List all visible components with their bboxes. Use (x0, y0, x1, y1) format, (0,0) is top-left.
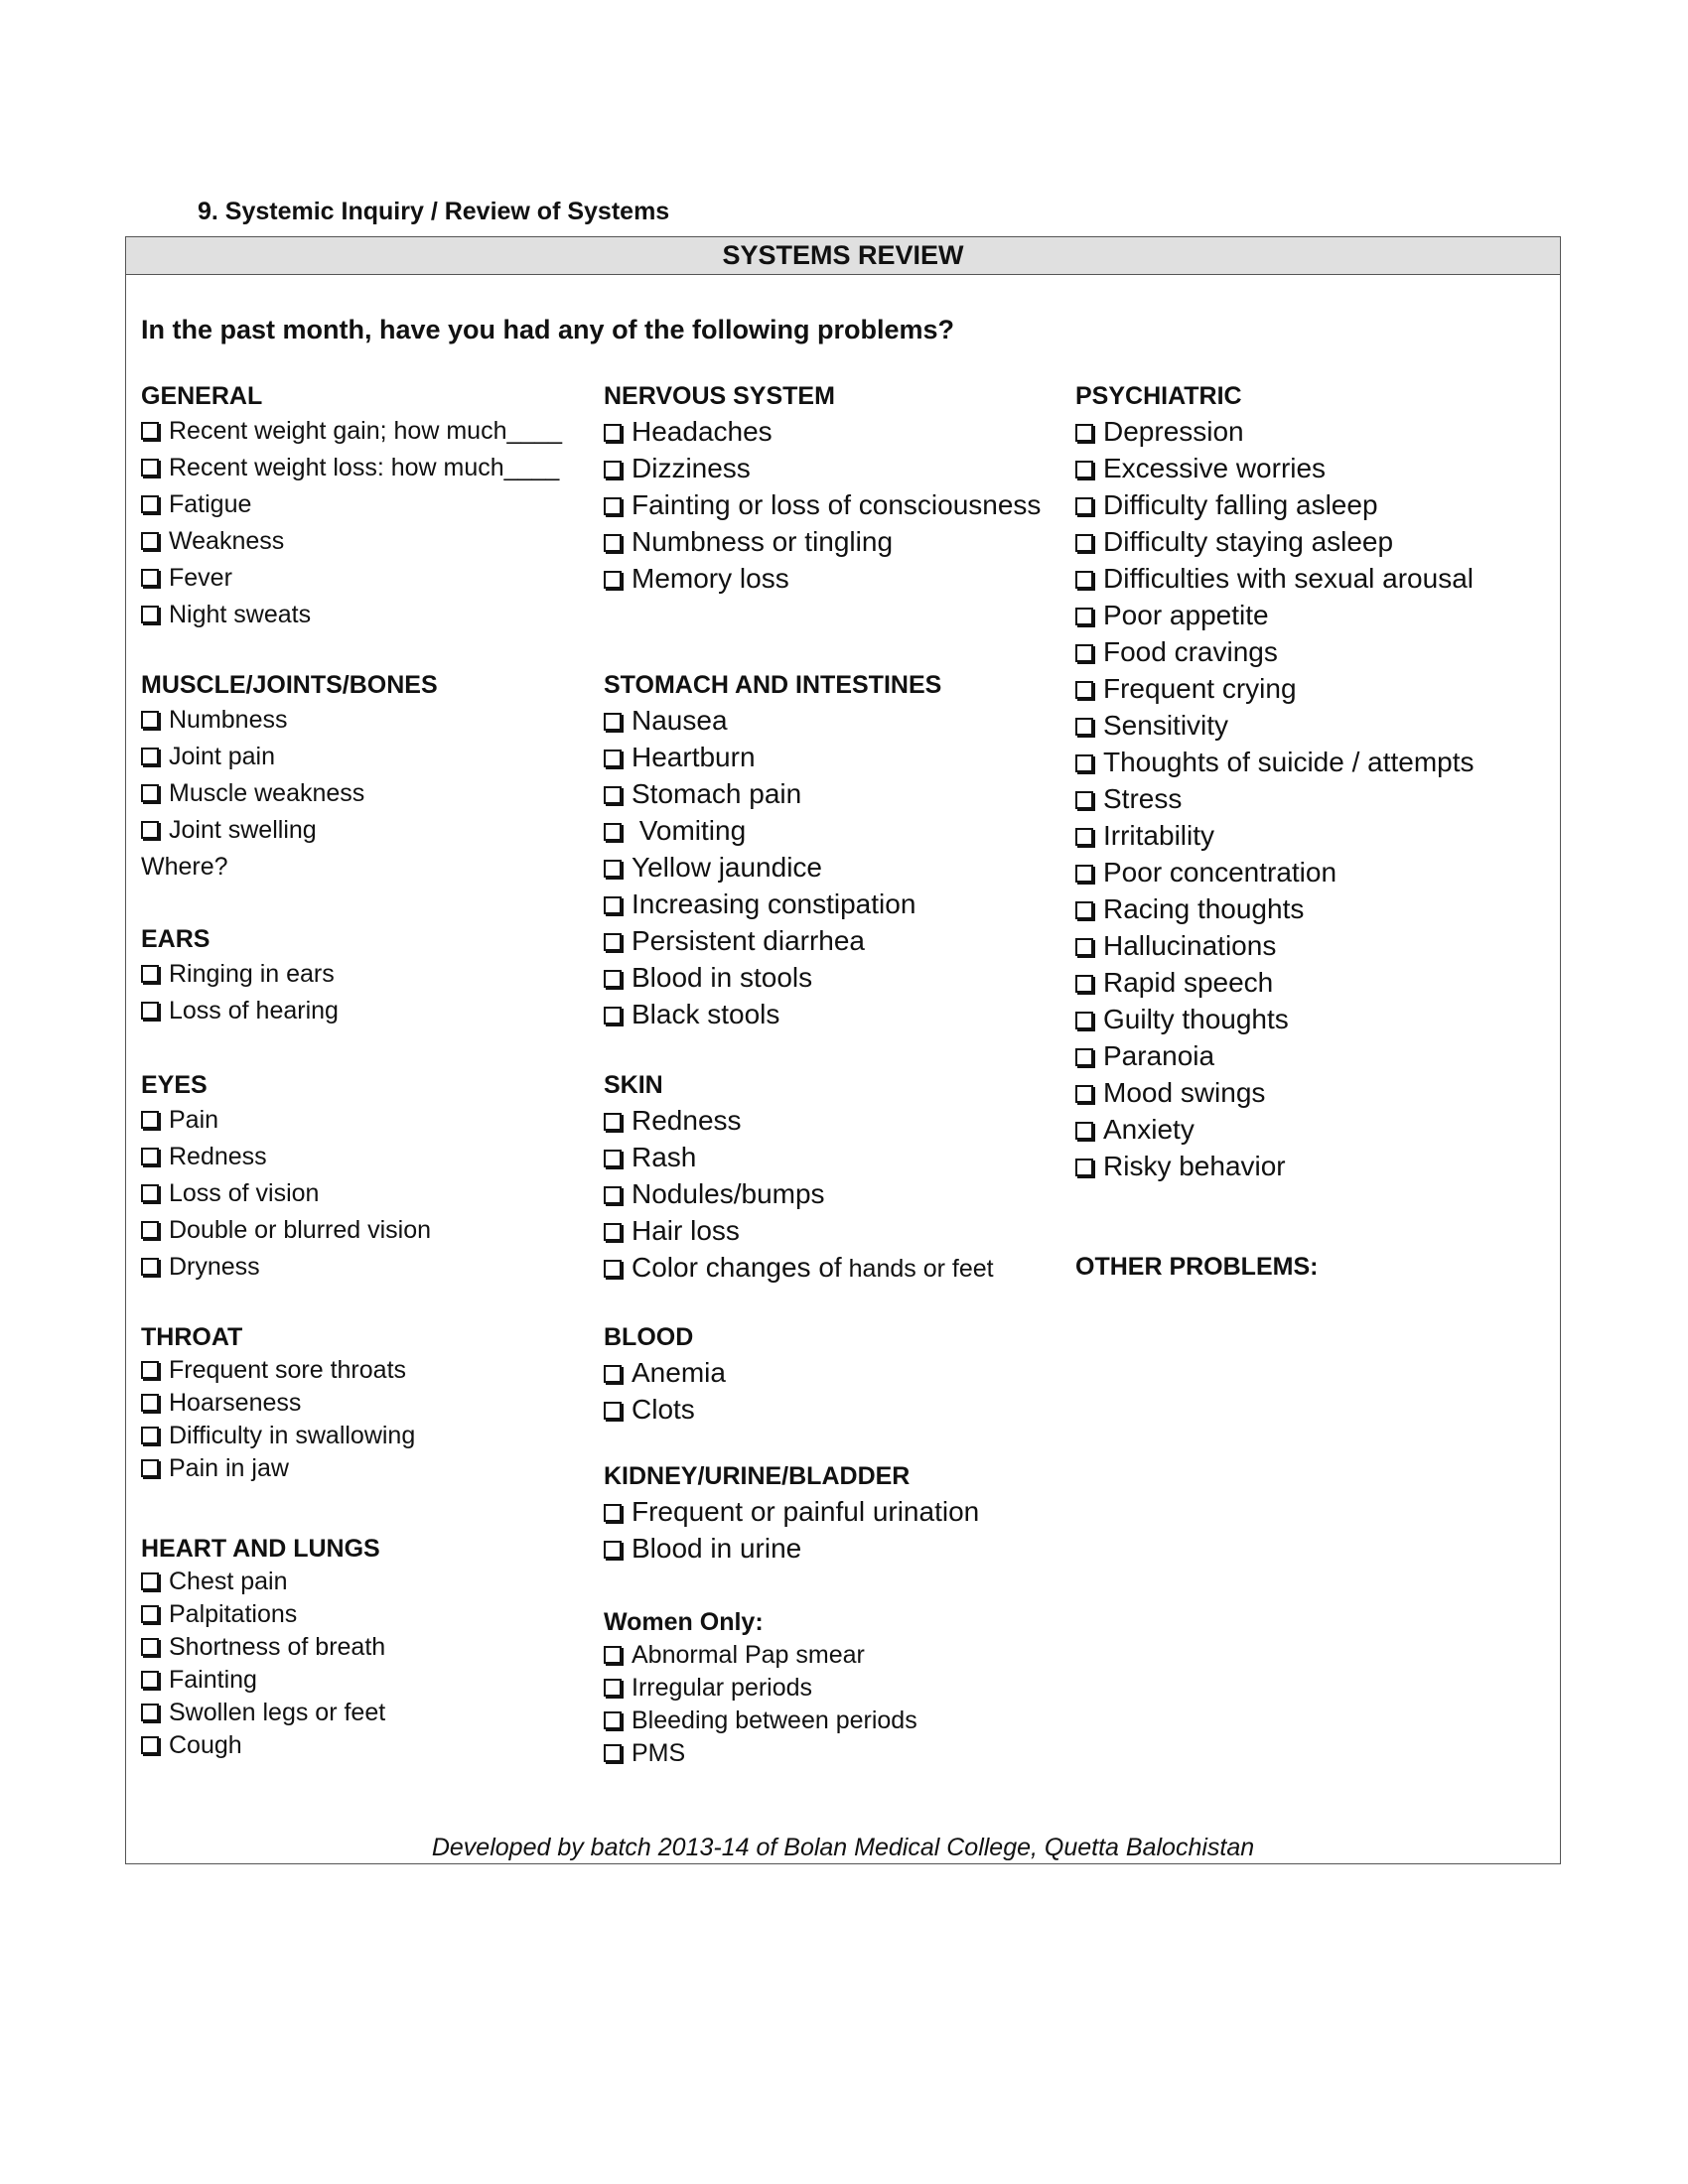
section-stomach-intestines (604, 668, 941, 1032)
checklist-item[interactable] (141, 702, 438, 739)
checklist-item[interactable] (604, 739, 941, 775)
item-label: Racing thoughts (1103, 893, 1305, 924)
checklist-item[interactable] (141, 1664, 385, 1697)
checkbox-icon[interactable] (141, 1394, 159, 1412)
checklist-item[interactable] (604, 996, 941, 1032)
checkbox-icon[interactable] (604, 1646, 622, 1664)
checklist-item[interactable] (604, 1672, 917, 1705)
item-label: Irritability (1103, 820, 1215, 851)
checkbox-icon[interactable] (604, 534, 622, 552)
checklist-item[interactable] (141, 812, 438, 849)
item-label: Food cravings (1103, 636, 1278, 667)
checklist-item[interactable] (604, 1705, 917, 1737)
section-blood (604, 1320, 726, 1428)
section-heart-lungs (141, 1532, 385, 1762)
checklist-item[interactable] (141, 1212, 431, 1249)
item-label: Chest pain (169, 1568, 288, 1595)
checklist-item[interactable] (141, 1697, 385, 1729)
item-label: Frequent crying (1103, 673, 1297, 704)
checkbox-icon[interactable] (1075, 754, 1093, 772)
footer-credit: Developed by batch 2013-14 of Bolan Medical College, Quetta Balochistan (431, 1834, 1255, 1861)
item-label: Numbness or tingling (632, 526, 894, 557)
item-label: Excessive worries (1103, 453, 1327, 483)
checkbox-icon[interactable] (141, 459, 159, 477)
item-label: Color changes of (632, 1252, 842, 1283)
checkbox-icon[interactable] (1075, 1159, 1093, 1176)
item-label: Sensitivity (1103, 710, 1229, 741)
checkbox-icon[interactable] (141, 495, 159, 513)
section-title: STOMACH AND INTESTINES (604, 671, 942, 699)
checkbox-icon[interactable] (604, 1402, 622, 1420)
item-label: Poor appetite (1103, 600, 1269, 630)
checkbox-icon[interactable] (604, 1365, 622, 1383)
item-label: Dizziness (632, 453, 751, 483)
item-label: Black stools (632, 999, 780, 1029)
item-label: Rash (632, 1142, 697, 1172)
checkbox-icon[interactable] (604, 860, 622, 878)
checklist-item[interactable] (1075, 890, 1475, 927)
checkbox-icon[interactable] (1075, 1122, 1093, 1140)
checkbox-icon[interactable] (141, 422, 159, 440)
checklist-item[interactable] (141, 993, 339, 1029)
section-title: NERVOUS SYSTEM (604, 382, 835, 410)
checklist-item[interactable] (604, 1737, 917, 1770)
checklist-item[interactable] (604, 702, 941, 739)
checklist-item[interactable] (141, 1598, 385, 1631)
checklist-item[interactable] (141, 1420, 415, 1452)
checkbox-icon[interactable] (1075, 461, 1093, 478)
checkbox-icon[interactable] (604, 1150, 622, 1167)
checkbox-icon[interactable] (604, 933, 622, 951)
section-ears (141, 922, 339, 1029)
item-label: Increasing constipation (632, 888, 916, 919)
checkbox-icon[interactable] (604, 823, 622, 841)
checklist-item[interactable] (141, 486, 562, 523)
checklist-item[interactable] (604, 922, 941, 959)
checkbox-icon[interactable] (141, 606, 159, 623)
checklist-item[interactable] (1075, 854, 1475, 890)
item-label: Fatigue (169, 490, 252, 518)
checkbox-icon[interactable] (604, 1711, 622, 1729)
checkbox-icon[interactable] (1075, 1085, 1093, 1103)
item-label: Anxiety (1103, 1114, 1195, 1145)
item-label: Stress (1103, 783, 1183, 814)
item-label: Heartburn (632, 742, 756, 772)
checkbox-icon[interactable] (141, 1704, 159, 1721)
checkbox-icon[interactable] (604, 750, 622, 767)
section-title: Women Only: (604, 1608, 764, 1636)
checkbox-icon[interactable] (141, 1221, 159, 1239)
checklist-item[interactable] (604, 1139, 994, 1175)
checkbox-icon[interactable] (1075, 534, 1093, 552)
item-label: Depression (1103, 416, 1244, 447)
section-other-problems (1075, 1250, 1318, 1284)
section-title: EYES (141, 1071, 208, 1099)
item-label: Mood swings (1103, 1077, 1266, 1108)
checklist-item[interactable] (141, 560, 562, 597)
item-label: Rapid speech (1103, 967, 1274, 998)
checkbox-icon[interactable] (1075, 571, 1093, 589)
item-label: Difficulty staying asleep (1103, 526, 1394, 557)
checkbox-icon[interactable] (141, 784, 159, 802)
section-title: EARS (141, 925, 211, 953)
checklist-item[interactable] (141, 1729, 385, 1762)
item-label: Difficulty in swallowing (169, 1422, 416, 1449)
checkbox-icon[interactable] (604, 1223, 622, 1241)
checklist-item[interactable] (1075, 560, 1475, 597)
section-title: MUSCLE/JOINTS/BONES (141, 671, 438, 699)
checklist-item[interactable] (604, 486, 1041, 523)
checkbox-icon[interactable] (141, 1258, 159, 1276)
item-label: Recent weight gain; how much____ (169, 417, 563, 445)
checkbox-icon[interactable] (604, 896, 622, 914)
checkbox-icon[interactable] (604, 1679, 622, 1697)
checkbox-icon[interactable] (141, 1605, 159, 1623)
checkbox-icon[interactable] (604, 713, 622, 731)
item-label: Fever (169, 564, 232, 592)
checklist-item[interactable] (604, 812, 941, 849)
item-label-tail: hands or feet (841, 1255, 994, 1283)
item-label: Persistent diarrhea (632, 925, 866, 956)
checklist-item[interactable] (1075, 523, 1475, 560)
section-muscle-joints-bones (141, 668, 438, 886)
item-label: Headaches (632, 416, 773, 447)
item-label: Pain in jaw (169, 1454, 289, 1482)
item-label: Bleeding between periods (632, 1706, 917, 1734)
item-label: Guilty thoughts (1103, 1004, 1289, 1034)
checklist-item[interactable] (141, 739, 438, 775)
section-psychiatric (1075, 379, 1475, 1184)
item-label: Redness (632, 1105, 742, 1136)
item-label: Redness (169, 1143, 267, 1170)
checklist-item[interactable] (1075, 1148, 1475, 1184)
checklist-item[interactable] (1075, 633, 1475, 670)
checkbox-icon[interactable] (141, 748, 159, 765)
checkbox-icon[interactable] (141, 532, 159, 550)
item-label: Recent weight loss: how much____ (169, 454, 560, 481)
checkbox-icon[interactable] (604, 1541, 622, 1559)
checkbox-icon[interactable] (1075, 424, 1093, 442)
checklist-item[interactable] (141, 1631, 385, 1664)
checkbox-icon[interactable] (141, 1148, 159, 1165)
item-label: Difficulty falling asleep (1103, 489, 1378, 520)
checklist-item[interactable] (604, 1391, 726, 1428)
section-title: OTHER PROBLEMS: (1075, 1253, 1319, 1281)
item-label: Fainting (169, 1666, 257, 1694)
item-label: Memory loss (632, 563, 789, 594)
checklist-item[interactable] (141, 775, 438, 812)
checkbox-icon[interactable] (604, 1744, 622, 1762)
item-label: Joint pain (169, 743, 276, 770)
item-label: Frequent sore throats (169, 1356, 407, 1384)
checklist-item[interactable] (1075, 780, 1475, 817)
checkbox-icon[interactable] (141, 1111, 159, 1129)
checklist-item[interactable] (604, 1354, 726, 1391)
checkbox-icon[interactable] (1075, 681, 1093, 699)
checklist-item[interactable] (1075, 597, 1475, 633)
item-label: Abnormal Pap smear (632, 1641, 865, 1669)
item-label: Risky behavior (1103, 1151, 1286, 1181)
checklist-item[interactable] (604, 450, 1041, 486)
checkbox-icon[interactable] (604, 1504, 622, 1522)
item-label: Fainting or loss of consciousness (632, 489, 1042, 520)
section-title: SKIN (604, 1071, 663, 1099)
page-heading: 9. Systemic Inquiry / Review of Systems (198, 198, 670, 225)
checkbox-icon[interactable] (604, 424, 622, 442)
checkbox-icon[interactable] (141, 1427, 159, 1444)
checkbox-icon[interactable] (141, 1459, 159, 1477)
checklist-item[interactable] (141, 413, 562, 450)
checkbox-icon[interactable] (1075, 865, 1093, 883)
systems-review-banner: SYSTEMS REVIEW (126, 237, 1560, 275)
item-label: Ringing in ears (169, 960, 335, 988)
checklist-item[interactable] (1075, 486, 1475, 523)
item-label: Hallucinations (1103, 930, 1277, 961)
checklist-item[interactable] (1075, 1001, 1475, 1037)
section-title: THROAT (141, 1323, 243, 1351)
section-title: HEART AND LUNGS (141, 1535, 380, 1563)
checkbox-icon[interactable] (604, 497, 622, 515)
checkbox-icon[interactable] (1075, 718, 1093, 736)
checklist-item[interactable] (1075, 450, 1475, 486)
checkbox-icon[interactable] (141, 1361, 159, 1379)
item-label: Numbness (169, 706, 288, 734)
section-title: PSYCHIATRIC (1075, 382, 1242, 410)
checklist-item[interactable] (604, 849, 941, 886)
item-label: Double or blurred vision (169, 1216, 432, 1244)
section-nervous-system (604, 379, 1041, 597)
checkbox-icon[interactable] (604, 1260, 622, 1278)
item-label: Muscle weakness (169, 779, 365, 807)
item-label: Loss of vision (169, 1179, 320, 1207)
section-general (141, 379, 562, 633)
checklist-item[interactable] (604, 1212, 994, 1249)
item-label: Blood in urine (632, 1533, 802, 1564)
checklist-item[interactable] (1075, 1037, 1475, 1074)
checkbox-icon[interactable] (141, 569, 159, 587)
item-label: Blood in stools (632, 962, 813, 993)
section-kidney-urine-bladder (604, 1459, 979, 1567)
checkbox-icon[interactable] (1075, 1012, 1093, 1029)
checkbox-icon[interactable] (141, 1184, 159, 1202)
item-label: Hoarseness (169, 1389, 302, 1417)
checkbox-icon[interactable] (1075, 791, 1093, 809)
question-text: In the past month, have you had any of the following problems? (141, 315, 955, 344)
item-label: Paranoia (1103, 1040, 1215, 1071)
checkbox-icon[interactable] (1075, 608, 1093, 625)
systems-review-form (125, 236, 1561, 1864)
checklist-item[interactable] (1075, 927, 1475, 964)
item-label: Palpitations (169, 1600, 298, 1628)
section-skin (604, 1068, 994, 1286)
checklist-item[interactable] (604, 1175, 994, 1212)
checklist-item[interactable] (604, 1639, 917, 1672)
checklist-item[interactable] (604, 523, 1041, 560)
checklist-item[interactable] (1075, 670, 1475, 707)
item-label: Dryness (169, 1253, 260, 1281)
checklist-item[interactable] (1075, 744, 1475, 780)
checkbox-icon[interactable] (604, 1186, 622, 1204)
checkbox-icon[interactable] (141, 821, 159, 839)
item-label: Stomach pain (632, 778, 802, 809)
checklist-item[interactable] (141, 1175, 431, 1212)
item-label: Nodules/bumps (632, 1178, 825, 1209)
item-label: Frequent or painful urination (632, 1496, 980, 1527)
item-label: PMS (632, 1739, 686, 1767)
section-title: KIDNEY/URINE/BLADDER (604, 1462, 911, 1490)
checkbox-icon[interactable] (141, 965, 159, 983)
checklist-item[interactable] (141, 956, 339, 993)
checklist-item[interactable] (1075, 817, 1475, 854)
checkbox-icon[interactable] (141, 711, 159, 729)
checkbox-icon[interactable] (1075, 1048, 1093, 1066)
checkbox-icon[interactable] (1075, 828, 1093, 846)
item-label: Vomiting (632, 815, 747, 846)
where-label: Where? (141, 853, 228, 881)
checklist-item[interactable] (1075, 1074, 1475, 1111)
checklist-item[interactable] (604, 560, 1041, 597)
checklist-item[interactable] (141, 1102, 431, 1139)
item-label: Night sweats (169, 601, 312, 628)
checkbox-icon[interactable] (604, 571, 622, 589)
section-title: GENERAL (141, 382, 263, 410)
item-label: Pain (169, 1106, 219, 1134)
checklist-item[interactable] (604, 959, 941, 996)
checkbox-icon[interactable] (1075, 975, 1093, 993)
checklist-item[interactable] (141, 1452, 415, 1485)
item-label: Nausea (632, 705, 728, 736)
checklist-item[interactable] (604, 413, 1041, 450)
item-label: Swollen legs or feet (169, 1699, 386, 1726)
checkbox-icon[interactable] (141, 1002, 159, 1020)
item-label: Cough (169, 1731, 242, 1759)
section-women-only (604, 1605, 917, 1770)
item-label: Joint swelling (169, 816, 317, 844)
checklist-item[interactable] (141, 1354, 415, 1387)
item-label: Weakness (169, 527, 285, 555)
checklist-item[interactable] (141, 523, 562, 560)
item-label: Yellow jaundice (632, 852, 822, 883)
checkbox-icon[interactable] (604, 1007, 622, 1024)
checkbox-icon[interactable] (604, 786, 622, 804)
checklist-item[interactable] (1075, 413, 1475, 450)
item-label: Anemia (632, 1357, 726, 1388)
checkbox-icon[interactable] (141, 1638, 159, 1656)
checklist-item[interactable] (141, 1249, 431, 1286)
checkbox-icon[interactable] (141, 1671, 159, 1689)
checklist-item[interactable] (1075, 707, 1475, 744)
checklist-item[interactable] (141, 450, 562, 486)
checklist-item[interactable] (604, 886, 941, 922)
item-label: Difficulties with sexual arousal (1103, 563, 1474, 594)
section-throat (141, 1320, 415, 1485)
checklist-item[interactable] (604, 1530, 979, 1567)
checkbox-icon[interactable] (1075, 938, 1093, 956)
checkbox-icon[interactable] (141, 1736, 159, 1754)
item-label: Shortness of breath (169, 1633, 386, 1661)
checklist-item[interactable] (141, 1139, 431, 1175)
item-label: Hair loss (632, 1215, 740, 1246)
checklist-item[interactable] (141, 1566, 385, 1598)
checkbox-icon[interactable] (141, 1572, 159, 1590)
checklist-item[interactable] (1075, 1111, 1475, 1148)
item-label: Irregular periods (632, 1674, 813, 1702)
checklist-item[interactable] (141, 597, 562, 633)
section-eyes (141, 1068, 431, 1286)
checklist-item[interactable] (604, 1249, 994, 1286)
section-title: BLOOD (604, 1323, 694, 1351)
checkbox-icon[interactable] (1075, 901, 1093, 919)
checklist-item[interactable] (604, 1493, 979, 1530)
checkbox-icon[interactable] (1075, 497, 1093, 515)
checkbox-icon[interactable] (604, 1113, 622, 1131)
item-label: Loss of hearing (169, 997, 339, 1024)
item-label: Thoughts of suicide / attempts (1103, 747, 1475, 777)
checklist-item[interactable] (1075, 964, 1475, 1001)
checkbox-icon[interactable] (1075, 644, 1093, 662)
checkbox-icon[interactable] (604, 970, 622, 988)
item-label: Clots (632, 1394, 695, 1425)
checklist-item[interactable] (604, 1102, 994, 1139)
checklist-item[interactable] (141, 1387, 415, 1420)
checklist-item[interactable] (604, 775, 941, 812)
item-label: Poor concentration (1103, 857, 1337, 887)
checkbox-icon[interactable] (604, 461, 622, 478)
